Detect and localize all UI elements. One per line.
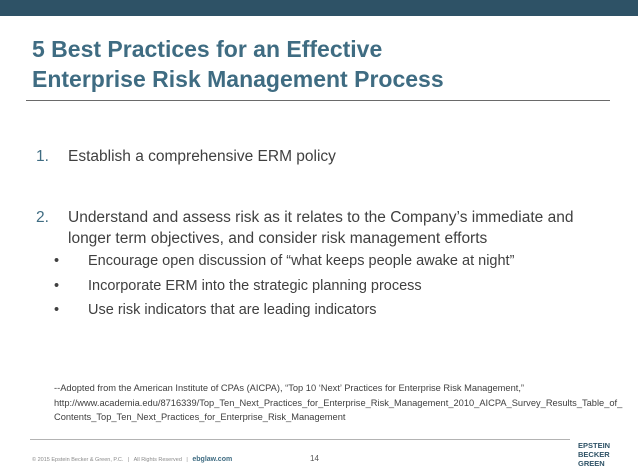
- logo-line-1: EPSTEIN: [578, 441, 611, 450]
- practice-number: 2.: [36, 209, 49, 226]
- title-divider: [26, 100, 610, 101]
- footer-separator: |: [186, 457, 188, 463]
- copyright-text: © 2015 Epstein Becker & Green, P.C.: [32, 457, 124, 463]
- bullet-marker: •: [54, 278, 60, 294]
- practice-text-line-2: longer term objectives, and consider risk management efforts: [68, 230, 488, 247]
- source-citation: [54, 381, 623, 425]
- citation-line-1: --Adopted from the American Institute of CPAs (AICPA), “Top 10 ‘Next’ Practices for Enterprise Risk Management,”: [54, 383, 525, 393]
- citation-link-line-1[interactable]: http://www.academia.edu/8716339/Top_Ten_Next_Practices_for_Enterprise_Risk_Management_2010_AICPA_Survey_Results_Table_of_: [54, 397, 623, 408]
- bullet-text: Encourage open discussion of “what keeps people awake at night”: [88, 253, 515, 269]
- footer-copyright: [32, 456, 232, 464]
- citation-link-line-2[interactable]: Contents_Top_Ten_Next_Practices_for_Enterprise_Risk_Management: [54, 412, 346, 422]
- practice-text: [68, 207, 588, 249]
- practice-text: Establish a comprehensive ERM policy: [68, 148, 336, 165]
- rights-text: All Rights Reserved: [133, 457, 182, 463]
- bullet-text: Incorporate ERM into the strategic planning process: [88, 278, 422, 294]
- bullet-marker: •: [54, 253, 60, 269]
- slide-title-line-1: 5 Best Practices for an Effective: [32, 36, 383, 62]
- bullet-marker: •: [54, 302, 60, 318]
- footer-separator: |: [127, 457, 130, 463]
- slide-title: [32, 34, 622, 94]
- slide-title-line-2: Enterprise Risk Management Process: [32, 66, 444, 92]
- practice-number: 1.: [36, 148, 49, 165]
- page-number: 14: [310, 454, 319, 463]
- footer-divider: [30, 439, 570, 440]
- top-accent-bar: [0, 0, 638, 16]
- firm-logo: [578, 441, 612, 471]
- logo-line-2: BECKER: [578, 450, 610, 459]
- practice-text-line-1: Understand and assess risk as it relates to the Company’s immediate and: [68, 209, 574, 226]
- bullet-text: Use risk indicators that are leading indicators: [88, 302, 377, 318]
- logo-line-3: GREEN: [578, 459, 605, 468]
- website-link[interactable]: ebglaw.com: [192, 456, 233, 463]
